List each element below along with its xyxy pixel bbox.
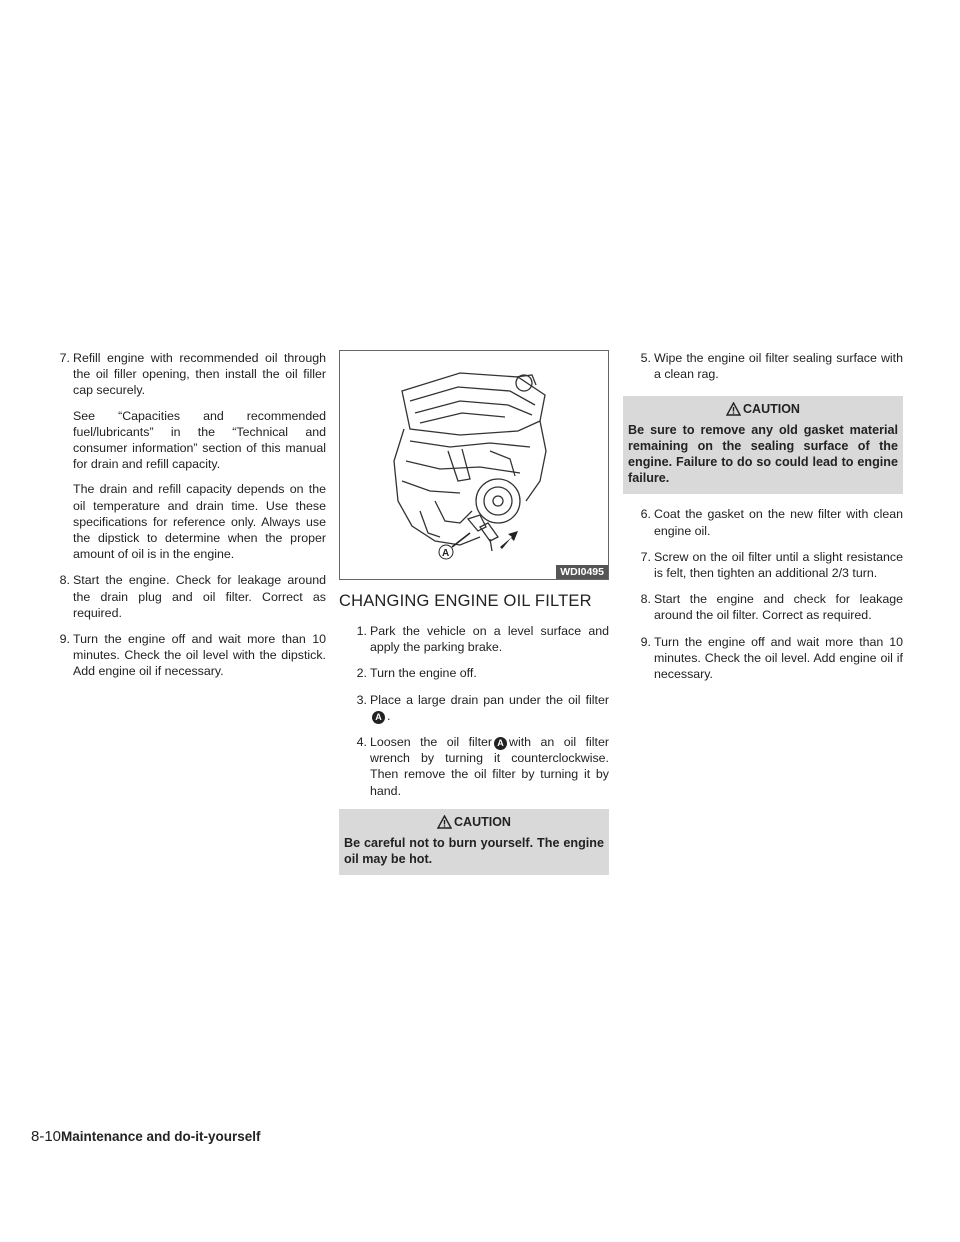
step-text: Start the engine. Check for leakage around the drain plug and oil filter. Correct as required. xyxy=(73,573,326,620)
step-number: 3. xyxy=(356,692,367,707)
step-number: 8. xyxy=(59,573,70,588)
step-2-engine-off xyxy=(339,665,609,681)
page-number: 8-10 xyxy=(31,1128,62,1145)
step-text: Turn the engine off and wait more than 10 minutes. Check the oil level with the dipstick. Add engine oil if necessary. xyxy=(73,632,326,679)
step-number: 2. xyxy=(356,666,367,681)
step-number: 1. xyxy=(356,624,367,638)
column-1 xyxy=(42,350,326,690)
step-number: 6. xyxy=(640,507,651,522)
engine-figure xyxy=(339,350,609,580)
step-7-refill xyxy=(42,350,326,562)
section-title: Maintenance and do-it-yourself xyxy=(61,1129,261,1144)
step-6-coat-gasket xyxy=(623,506,903,538)
step-number: 5. xyxy=(640,351,651,365)
step-text-end: with an oil filter wrench by turning it counterclockwise. Then remove the oil filter by turning it by hand. xyxy=(370,735,609,798)
step-number: 7. xyxy=(59,351,70,365)
figure-callout-a: A xyxy=(442,548,450,559)
warning-triangle-icon xyxy=(437,815,452,829)
step-text: Screw on the oil filter until a slight resistance is felt, then tighten an additional 2/3 turn. xyxy=(654,549,903,581)
engine-illustration-icon xyxy=(340,351,608,577)
step-7-screw-filter xyxy=(623,549,903,581)
caution-box-gasket xyxy=(623,396,903,494)
step-number: 7. xyxy=(640,549,651,564)
page-footer xyxy=(31,1128,261,1145)
step-text: Turn the engine off and wait more than 10 minutes. Check the oil level. Add engine oil if necessary. xyxy=(654,634,903,682)
column-2 xyxy=(339,350,609,887)
step-text: Place a large drain pan under the oil filter xyxy=(370,692,609,707)
step-text: Park the vehicle on a level surface and apply the parking brake. xyxy=(370,624,609,655)
warning-triangle-icon xyxy=(726,402,741,416)
step-text: Start the engine and check for leakage around the oil filter. Correct as required. xyxy=(654,592,903,623)
step-9-check-level xyxy=(623,634,903,683)
section-heading: CHANGING ENGINE OIL FILTER xyxy=(339,592,592,610)
step-text: See “Capacities and recommended fuel/lubricants” in the “Technical and consumer information” section of this manual for drain and refill capacity. xyxy=(73,408,326,472)
step-4-loosen-filter xyxy=(339,734,609,799)
caution-text: Be sure to remove any old gasket material remaining on the sealing surface of the engine. Failure to do so could lead to engine failure. xyxy=(628,423,898,486)
step-text: Refill engine with recommended oil through the oil filler opening, then install the oil filler cap securely. xyxy=(73,351,326,398)
caution-text: Be careful not to burn yourself. The engine oil may be hot. xyxy=(344,835,604,866)
marker-a-icon: A xyxy=(494,737,507,750)
step-text-end: . xyxy=(387,708,391,723)
step-8-start-check xyxy=(623,591,903,623)
step-9-check-level xyxy=(42,631,326,680)
step-number: 4. xyxy=(356,735,367,750)
step-5-wipe-surface xyxy=(623,350,903,382)
step-1-park xyxy=(339,623,609,655)
step-number: 9. xyxy=(640,634,651,649)
step-text: Coat the gasket on the new filter with clean engine oil. xyxy=(654,507,903,538)
step-8-check-leakage xyxy=(42,572,326,621)
caution-title: CAUTION xyxy=(743,402,800,417)
column-3 xyxy=(623,350,903,692)
marker-a-icon: A xyxy=(372,711,385,724)
caution-title: CAUTION xyxy=(454,814,511,829)
step-text: Loosen the oil filter xyxy=(370,735,493,750)
step-3-drain-pan xyxy=(339,692,609,724)
caution-header xyxy=(628,402,898,416)
step-text: Turn the engine off. xyxy=(370,666,477,681)
step-text: Wipe the engine oil filter sealing surface with a clean rag. xyxy=(654,351,903,382)
step-text: The drain and refill capacity depends on the oil temperature and drain time. Use these specifications for reference only. Always use the dipstick to determine when the proper amount of oil is in the engine. xyxy=(73,482,326,562)
figure-code: WDI0495 xyxy=(556,565,608,579)
step-number: 8. xyxy=(640,592,651,607)
caution-header xyxy=(344,815,604,829)
step-number: 9. xyxy=(59,632,70,647)
caution-box-burn xyxy=(339,809,609,875)
